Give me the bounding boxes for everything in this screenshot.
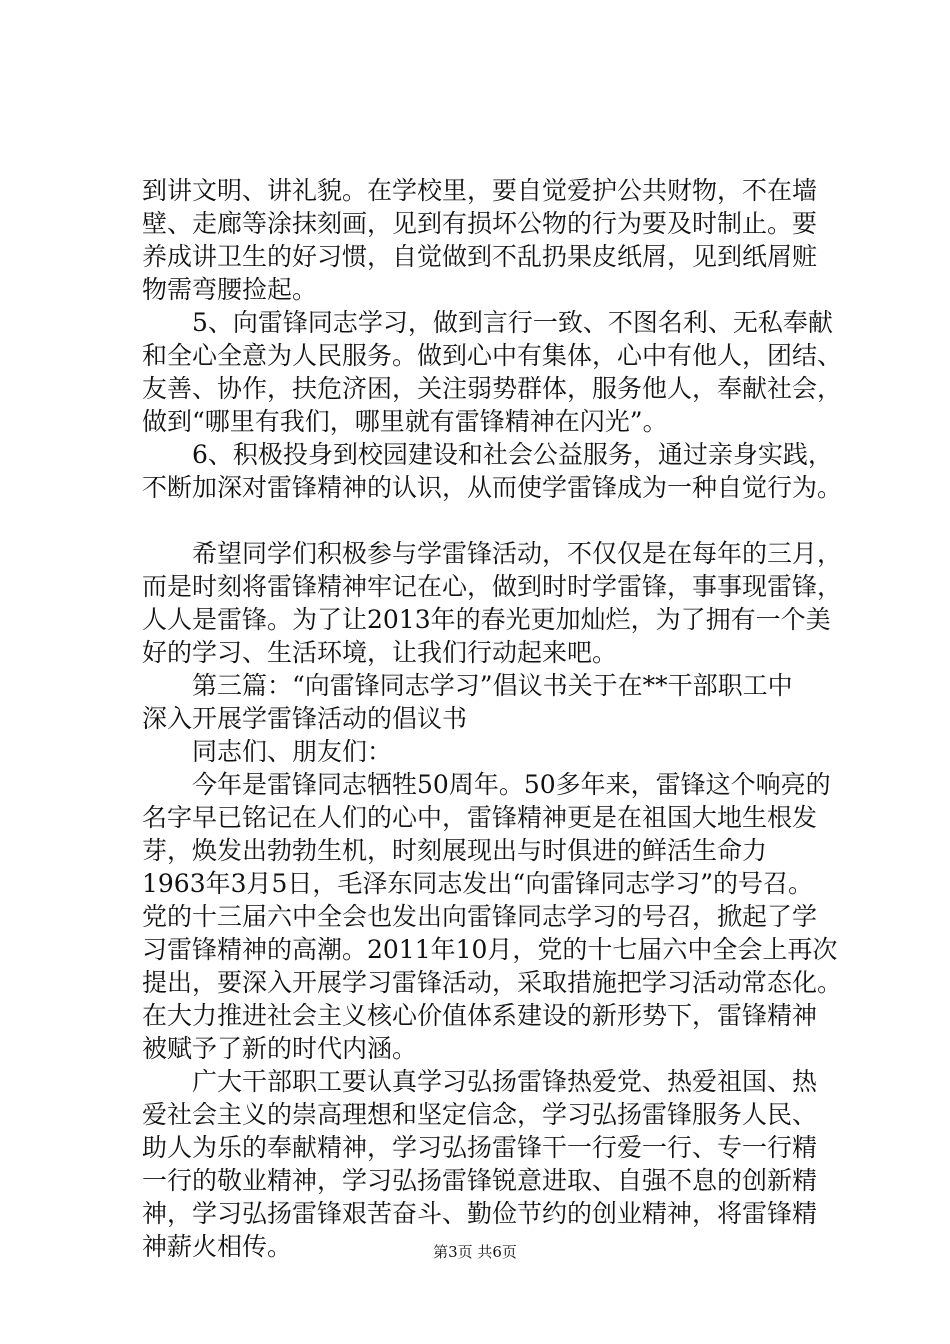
text-line: 到讲文明、讲礼貌。在学校里，要自觉爱护公共财物，不在墙 — [142, 176, 818, 205]
text-line: 在大力推进社会主义核心价值体系建设的新形势下，雷锋精神 — [142, 1001, 818, 1030]
text-line: 人人是雷锋。为了让2013年的春光更加灿烂，为了拥有一个美 — [142, 605, 831, 634]
text-line: 党的十三届六中全会也发出向雷锋同志学习的号召，掀起了学 — [142, 902, 818, 931]
page-number-footer: 第3页 共6页 — [433, 1243, 517, 1261]
text-line: 物需弯腰捡起。 — [142, 275, 318, 304]
text-line: 神，学习弘扬雷锋艰苦奋斗、勤俭节约的创业精神，将雷锋精 — [142, 1199, 818, 1228]
text-line: 5、向雷锋同志学习，做到言行一致、不图名利、无私奉献 — [142, 308, 833, 337]
text-line: 今年是雷锋同志牺牲50周年。50多年来，雷锋这个响亮的 — [142, 770, 831, 799]
text-line: 助人为乐的奉献精神，学习弘扬雷锋干一行爱一行、专一行精 — [142, 1133, 818, 1162]
text-line: 被赋予了新的时代内涵。 — [142, 1034, 418, 1063]
text-line: 神薪火相传。 — [142, 1232, 293, 1261]
text-line: 1963年3月5日，毛泽东同志发出“向雷锋同志学习”的号召。 — [142, 869, 813, 898]
text-line: 养成讲卫生的好习惯，自觉做到不乱扔果皮纸屑，见到纸屑赃 — [142, 242, 818, 271]
text-line: 和全心全意为人民服务。做到心中有集体，心中有他人，团结、 — [142, 341, 843, 370]
text-line: 希望同学们积极参与学雷锋活动，不仅仅是在每年的三月， — [142, 539, 843, 568]
text-line: 第三篇：“向雷锋同志学习”倡议书关于在**干部职工中 — [142, 671, 793, 700]
text-line: 同志们、朋友们： — [142, 737, 393, 766]
text-line: 提出，要深入开展学习雷锋活动，采取措施把学习活动常态化。 — [142, 968, 843, 997]
text-line: 名字早已铭记在人们的心中，雷锋精神更是在祖国大地生根发 — [142, 803, 818, 832]
text-line: 一行的敬业精神，学习弘扬雷锋锐意进取、自强不息的创新精 — [142, 1166, 818, 1195]
text-line: 广大干部职工要认真学习弘扬雷锋热爱党、热爱祖国、热 — [142, 1067, 818, 1096]
text-line: 友善、协作，扶危济困，关注弱势群体，服务他人，奉献社会， — [142, 374, 843, 403]
text-line: 6、积极投身到校园建设和社会公益服务，通过亲身实践， — [142, 440, 833, 469]
text-line: 做到“哪里有我们，哪里就有雷锋精神在闪光”。 — [142, 407, 668, 436]
text-line: 习雷锋精神的高潮。2011年10月，党的十七届六中全会上再次 — [142, 935, 838, 964]
text-line: 壁、走廊等涂抹刻画，见到有损坏公物的行为要及时制止。要 — [142, 209, 818, 238]
text-line: 而是时刻将雷锋精神牢记在心，做到时时学雷锋，事事现雷锋， — [142, 572, 843, 601]
document-body — [142, 174, 842, 1263]
blank-line — [142, 504, 842, 537]
text-line: 爱社会主义的崇高理想和坚定信念，学习弘扬雷锋服务人民、 — [142, 1100, 818, 1129]
text-line: 好的学习、生活环境，让我们行动起来吧。 — [142, 638, 618, 667]
text-line: 芽，焕发出勃勃生机，时刻展现出与时俱进的鲜活生命力 — [142, 836, 768, 865]
text-line: 不断加深对雷锋精神的认识，从而使学雷锋成为一种自觉行为。 — [142, 473, 843, 502]
text-line: 深入开展学雷锋活动的倡议书 — [142, 704, 468, 733]
